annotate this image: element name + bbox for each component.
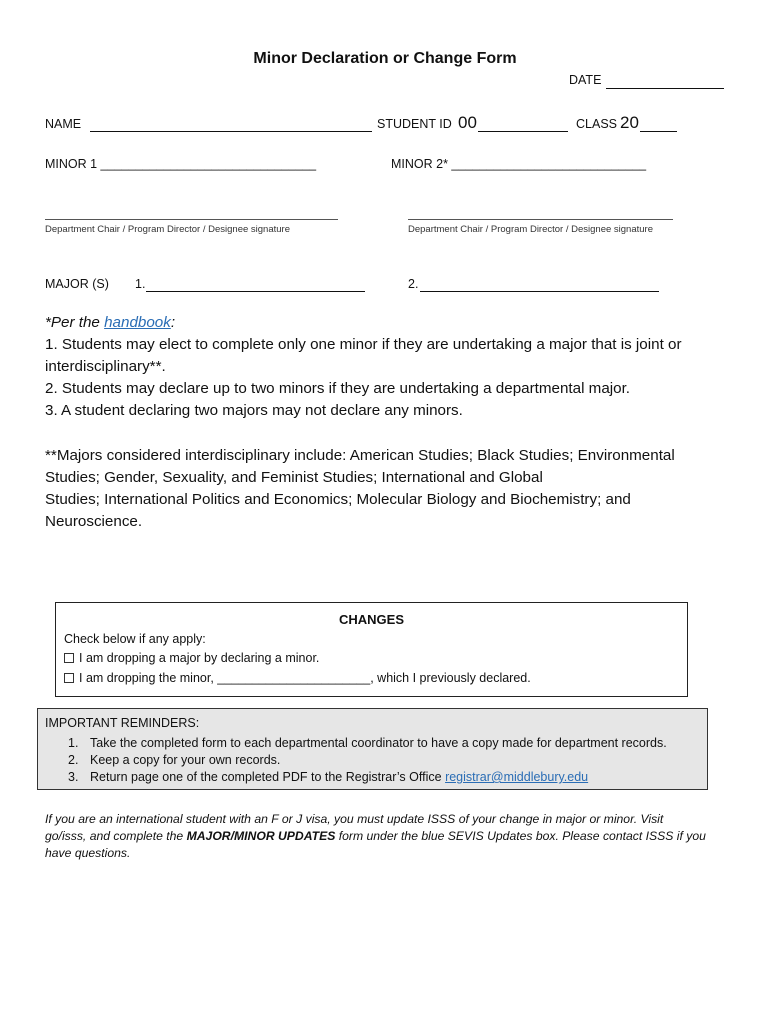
date-field[interactable]: [606, 88, 724, 89]
interdisciplinary-line-3: Studies; International Politics and Economics; Molecular Biology and Biochemistry; and: [45, 491, 631, 508]
check-below-label: Check below if any apply:: [64, 632, 206, 646]
checkbox-dropping-major[interactable]: [64, 653, 74, 663]
option-dropping-minor-prefix: I am dropping the minor, ______________________,: [79, 671, 374, 685]
name-field[interactable]: [90, 131, 372, 132]
reminder-item: [68, 770, 588, 784]
option-dropping-major-label: I am dropping a major by declaring a minor.: [79, 651, 320, 665]
interdisciplinary-line-4: Neuroscience.: [45, 513, 143, 530]
signature-line-right[interactable]: [408, 219, 673, 220]
major-label: MAJOR (S): [45, 277, 109, 291]
footer-line-2-prefix: go/isss, and complete the: [45, 829, 187, 843]
changes-box: [55, 602, 688, 697]
minor-2-field[interactable]: MINOR 2* ____________________________: [391, 157, 647, 171]
checkbox-dropping-minor[interactable]: [64, 673, 74, 683]
footer-line-2: [45, 828, 725, 845]
policy-intro-prefix: *Per the: [45, 314, 105, 331]
policy-section: [45, 312, 735, 422]
reminder-text: Keep a copy for your own records.: [90, 753, 281, 767]
reminder-number: 1.: [68, 736, 79, 750]
registrar-email-link[interactable]: registrar@middlebury.edu: [445, 770, 589, 784]
footer-line-1: If you are an international student with an F or J visa, you must update ISSS of your change in major or minor. Visit: [45, 812, 664, 826]
reminder-item: [68, 736, 667, 750]
reminder-number: 2.: [68, 753, 79, 767]
handbook-link[interactable]: handbook: [104, 314, 171, 331]
minor-1-field[interactable]: MINOR 1 _______________________________: [45, 157, 317, 171]
reminder-text: Return page one of the completed PDF to the Registrar’s Office: [90, 770, 446, 784]
policy-intro-suffix: :: [170, 314, 176, 331]
student-id-prefix: 00: [458, 113, 477, 132]
signature-line-left[interactable]: [45, 219, 338, 220]
major-1-number: 1.: [135, 277, 146, 291]
major-2-number: 2.: [408, 277, 419, 291]
changes-title: CHANGES: [338, 612, 404, 627]
date-label: DATE: [569, 73, 602, 87]
interdisciplinary-line-1: **Majors considered interdisciplinary include: American Studies; Black Studies; Environmental: [45, 447, 675, 464]
major-2-field[interactable]: [420, 291, 659, 292]
footer-line-3: have questions.: [45, 846, 131, 860]
class-label: CLASS: [576, 117, 617, 131]
signature-label-left: Department Chair / Program Director / Designee signature: [45, 224, 290, 235]
student-id-label: STUDENT ID: [377, 117, 452, 131]
important-reminders-box: [37, 708, 708, 790]
option-dropping-minor: [64, 671, 531, 685]
option-dropping-major: [64, 651, 319, 665]
form-title: Minor Declaration or Change Form: [253, 50, 517, 67]
student-id-field[interactable]: [478, 131, 568, 132]
signature-label-right: Department Chair / Program Director / Designee signature: [408, 224, 653, 235]
policy-intro: [45, 312, 735, 334]
interdisciplinary-line-2: Studies; Gender, Sexuality, and Feminist Studies; International and Global: [45, 469, 543, 486]
major-1-field[interactable]: [146, 291, 365, 292]
option-dropping-minor-suffix: which I previously declared.: [377, 671, 531, 685]
major-minor-updates-label: MAJOR/MINOR UPDATES: [186, 829, 336, 843]
international-student-note: [45, 811, 725, 862]
reminders-title: IMPORTANT REMINDERS:: [45, 716, 200, 730]
interdisciplinary-note: [45, 445, 735, 533]
policy-rule-1: 1. Students may elect to complete only one minor if they are undertaking a major that is joint or interdisciplinary**.: [45, 336, 682, 375]
class-year-field[interactable]: [640, 131, 677, 132]
name-label: NAME: [45, 117, 82, 131]
reminder-item: [68, 753, 280, 767]
policy-rule-3: 3. A student declaring two majors may not declare any minors.: [45, 402, 463, 419]
reminder-text: Take the completed form to each departmental coordinator to have a copy made for department records.: [90, 736, 667, 750]
footer-line-2-suffix: form under the blue SEVIS Updates box. Please contact ISSS if you: [335, 829, 706, 843]
class-year-prefix: 20: [620, 113, 639, 132]
reminder-number: 3.: [68, 770, 79, 784]
policy-rule-2: 2. Students may declare up to two minors if they are undertaking a departmental major.: [45, 380, 631, 397]
